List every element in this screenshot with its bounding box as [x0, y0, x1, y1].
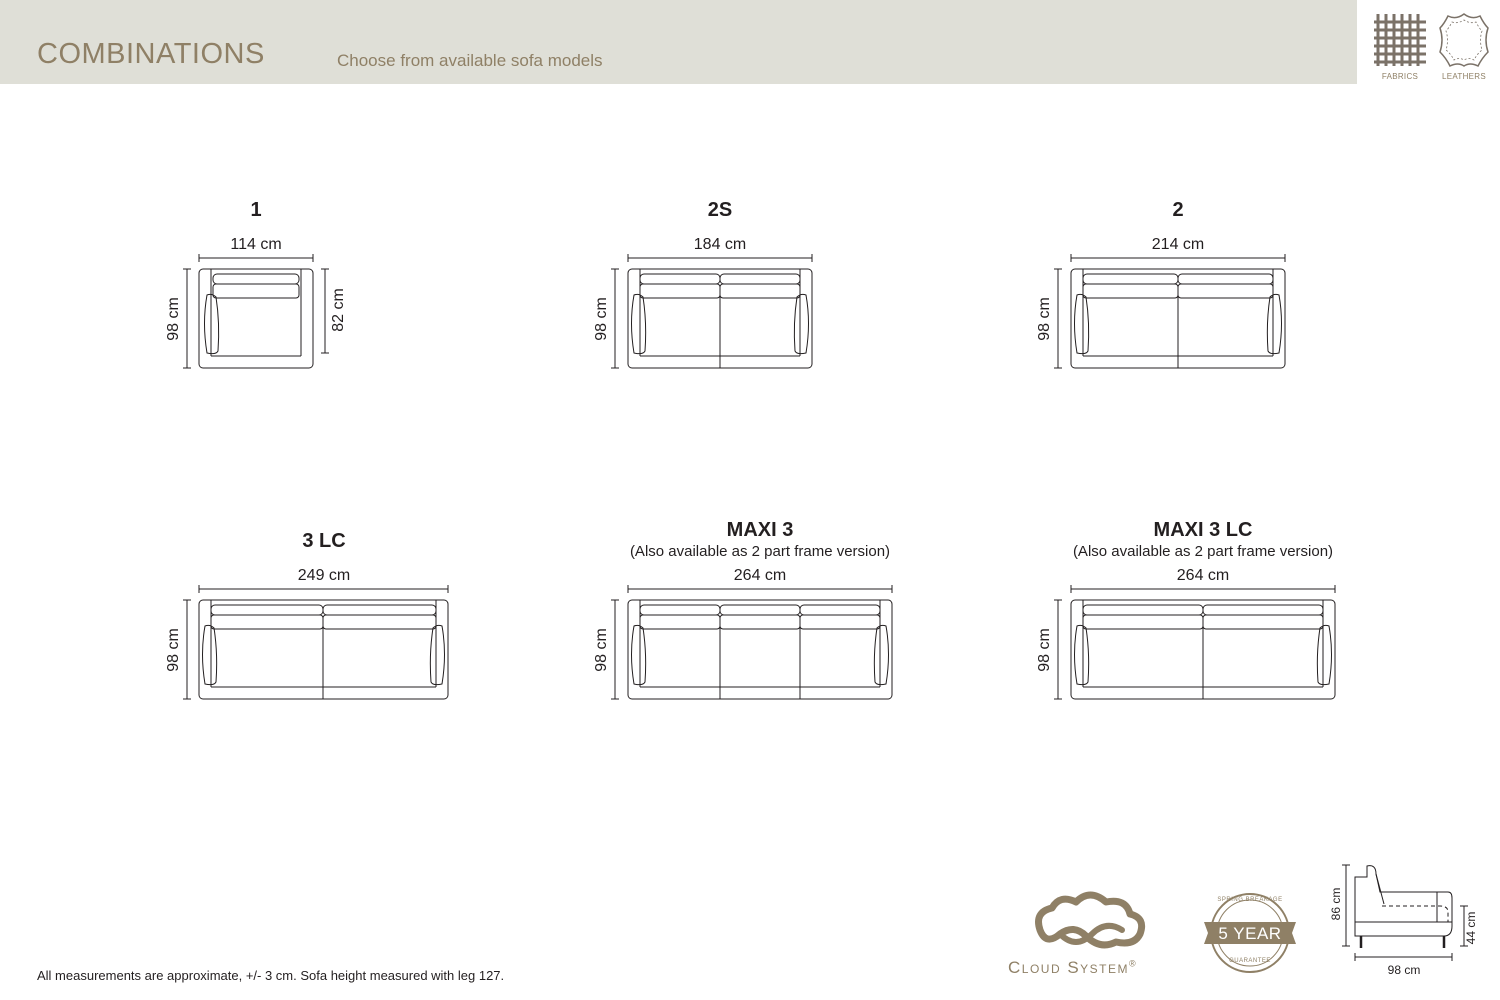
- depth-dimension-label: 98 cm: [165, 628, 182, 672]
- seat-width-dimension-label: 82 cm: [330, 288, 347, 332]
- sofa-3-lc-top-view-drawing: [180, 584, 470, 709]
- width-dimension-label: 264 cm: [733, 567, 787, 584]
- sofa-maxi-3-lc-top-view-drawing: [1051, 584, 1351, 709]
- warranty-main-text: 5 YEAR: [1218, 924, 1282, 943]
- sofa-side-view-drawing: [1340, 862, 1480, 962]
- width-dimension-label: 264 cm: [1176, 567, 1230, 584]
- warranty-bottom-text: GUARANTEE: [1229, 958, 1271, 964]
- depth-dimension-label: 98 cm: [593, 297, 610, 341]
- model-name: 1: [250, 199, 262, 221]
- model-note: (Also available as 2 part frame version): [1072, 543, 1334, 560]
- width-dimension-label: 249 cm: [297, 567, 351, 584]
- width-dimension-label: 214 cm: [1151, 236, 1205, 253]
- model-name: MAXI 3: [726, 519, 794, 541]
- brand-name: Cloud System®: [1008, 958, 1138, 977]
- depth-dimension-label: 98 cm: [593, 628, 610, 672]
- sofa-maxi-3-top-view-drawing: [608, 584, 908, 709]
- leathers-tab[interactable]: [1434, 10, 1494, 84]
- leathers-label: LEATHERS: [1441, 72, 1487, 81]
- fabrics-label: FABRICS: [1381, 72, 1419, 81]
- depth-dimension-label: 98 cm: [165, 297, 182, 341]
- width-dimension-label: 184 cm: [693, 236, 747, 253]
- fabric-weave-icon: [1370, 10, 1430, 70]
- width-dimension-label: 114 cm: [230, 236, 282, 253]
- depth-dimension-label: 98 cm: [1036, 628, 1053, 672]
- page-title: COMBINATIONS: [37, 38, 265, 70]
- cloud-logo-icon: [1030, 890, 1150, 952]
- side-depth-label: 98 cm: [1387, 963, 1421, 977]
- depth-dimension-label: 98 cm: [1036, 297, 1053, 341]
- measurement-footnote: All measurements are approximate, +/- 3 cm. Sofa height measured with leg 127.: [37, 968, 505, 983]
- side-seat-height-label: 44 cm: [1464, 911, 1478, 945]
- model-name: 2S: [707, 199, 733, 221]
- model-note: (Also available as 2 part frame version): [629, 543, 891, 560]
- warranty-top-text: SPRING BREAKAGE: [1217, 897, 1283, 903]
- model-name: 3 LC: [302, 530, 346, 552]
- fabrics-tab[interactable]: [1370, 10, 1430, 84]
- page-header: [0, 0, 1357, 84]
- sofa-2-top-view-drawing: [1051, 253, 1301, 378]
- sofa-1-top-view-drawing: [180, 253, 340, 378]
- side-height-label: 86 cm: [1329, 887, 1343, 921]
- page-subtitle: Choose from available sofa models: [337, 51, 603, 70]
- model-name: 2: [1172, 199, 1184, 221]
- leather-hide-icon: [1434, 10, 1494, 70]
- model-name: MAXI 3 LC: [1153, 519, 1253, 541]
- sofa-2s-top-view-drawing: [608, 253, 828, 378]
